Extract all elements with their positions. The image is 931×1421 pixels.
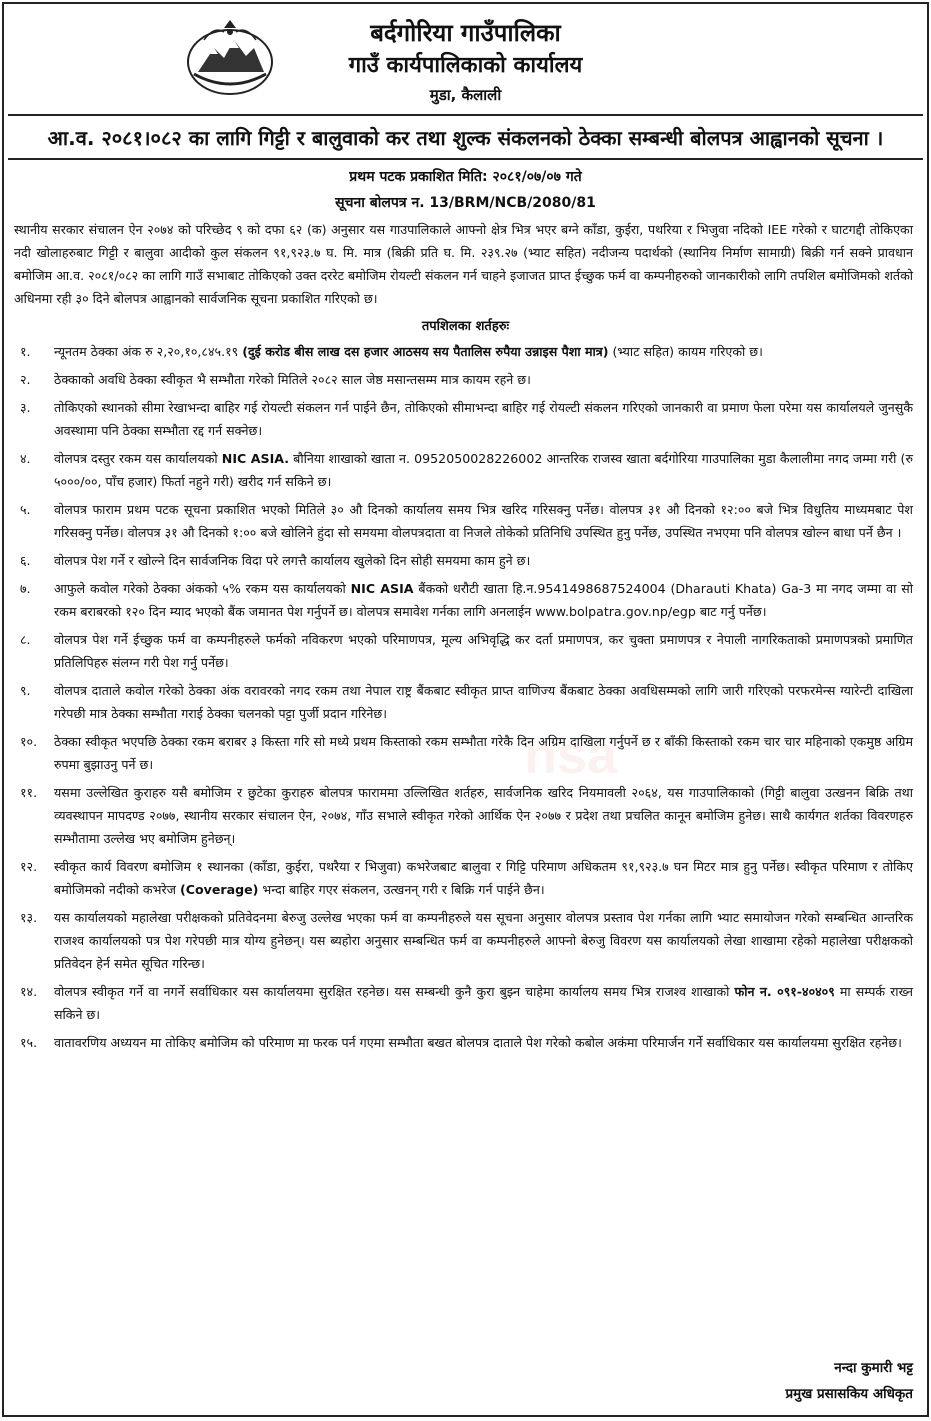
condition-number: १.: [20, 344, 31, 359]
condition-text-bold: फोन न. ०९१-४०४०९: [734, 984, 835, 999]
condition-item: [12, 340, 913, 363]
condition-number: ९.: [20, 683, 31, 698]
condition-text: [54, 368, 913, 391]
condition-number: ३.: [20, 400, 31, 415]
reference-number: सूचना बोलपत्र न. 13/BRM/NCB/2080/81: [335, 195, 596, 211]
conditions-heading: तपशिलका शर्तहरुः: [421, 319, 510, 334]
condition-text: [54, 906, 913, 975]
condition-number: ७.: [20, 581, 31, 596]
condition-text: [54, 577, 913, 623]
condition-text-part: बौनिया शाखाको खाता न. 095205002822600​2 आन्तरिक राजस्व खाता बर्दगोरिया गाउपालिका मुडा कैलालीमा नगद जम्मा गरी (रु ५०००/००, पाँच हजार) फिर्ता नहुने गरी) खरीद गर्न सकिने छ।: [54, 451, 913, 489]
condition-text: [54, 628, 913, 674]
condition-text-part: ठेक्काको अवधि ठेक्का स्वीकृत भै सम्भौता गरेको मितिले २०८२ साल जेष्ठ मसान्तसम्म मात्र कायम रहने छ।: [54, 372, 531, 387]
condition-number: ५.: [20, 502, 31, 517]
condition-item: [12, 855, 913, 901]
condition-number: १३.: [20, 910, 38, 925]
condition-item: [12, 447, 913, 493]
condition-text-part: न्यूनतम ठेक्का अंक रु २,२०,१०,८४५.१९: [54, 344, 243, 359]
signatory-name: नन्दा कुमारी भट्ट: [834, 1360, 913, 1376]
condition-text: [54, 549, 913, 572]
condition-text-part: वोलपत्र स्वीकृत गर्ने वा नगर्ने सर्वाधिकार यस कार्यालयमा सुरक्षित रहनेछ। यस सम्बन्धी कुनै कुरा बुझ्न चाहेमा कार्यालय समय भित्र राजश्व शाखाको: [54, 984, 735, 999]
signature-block: [786, 1355, 914, 1407]
condition-item: [12, 628, 913, 674]
signatory-designation: प्रमुख प्रसासकिय अधिकृत: [785, 1386, 913, 1402]
condition-item: [12, 730, 913, 776]
condition-text-bold: (Coverage): [179, 882, 259, 897]
condition-text-part: भन्दा बाहिर गएर संकलन, उत्खनन् गरी र बिक्रि गर्न पाईने छैन।: [258, 882, 545, 897]
condition-text-part: वोलपत्र फाराम प्रथम पटक सूचना प्रकाशित भएको मितिले ३० औ दिनको कार्यालय समय भित्र खरिद गरिसक्नु पर्नेछ। वोलपत्र ३१ औ दिनको १२:०० बजे भित्र विधुतिय माध्यमबाट पेश गरिसक्नु पर्नेछ। वोलपत्र ३१ औ दिनको १:०० बजे खोलिने हुंदा सो समयमा वोलपत्रदाता वा निजले तोकेको प्रतिनिधि उपस्थित हुनु पर्नेछ, उपस्थित नभएमा पनि वोलपत्र खोल्न बाधा पर्ने छैन ।: [54, 502, 913, 540]
office-name: गाउँ कार्यपालिकाको कार्यालय: [348, 53, 583, 78]
condition-number: १२.: [20, 859, 38, 874]
condition-text-part: तोकिएको स्थानको सीमा रेखाभन्दा बाहिर गई रोयल्टी संकलन गर्न पाईने छैन, तोकिएको सीमाभन्दा बाहिर गई रोयल्टी संकलन गरिएको जानकारी वा प्रमाण फेला परेमा यस कार्यालयले जुनसुकै अवस्थामा पनि ठेक्का सम्भौता रद्द गर्न सक्नेछ।: [54, 400, 913, 438]
condition-text-part: ठेक्का स्वीकृत भएपछि ठेक्का रकम बराबर ३ किस्ता गरि सो मध्ये प्रथम किस्ताको रकम सम्भौता गरेकै दिन अग्रिम दाखिला गर्नुपर्ने छ र बाँकी किस्ताको रकम चार चार महिनाको एकमुष्ठ अग्रिम रुपमा बुझाउनु पर्ने छ।: [54, 734, 913, 772]
condition-text: [54, 855, 913, 901]
watermark: nsa: [524, 725, 618, 785]
condition-text-part: वोलपत्र पेश गर्ने र खोल्ने दिन सार्वजनिक विदा परे लगत्तै कार्यालय खुलेको दिन सोही समयमा काम हुने छ।: [54, 553, 531, 568]
condition-item: [12, 1031, 913, 1054]
condition-number: ४.: [20, 451, 31, 466]
condition-number: १४.: [20, 984, 38, 999]
condition-text-part: वातावरणिय अध्ययन मा तोकिए बमोजिम को परिमाण मा फरक पर्न गएमा सम्भौता बखत बोलपत्र दाताले पेश गरेको कबोल अकंमा परिमार्जन गर्ने सर्वाधिकार यस कार्यालयमा सुरक्षित रहनेछ।: [54, 1035, 902, 1050]
condition-item: [12, 980, 913, 1026]
condition-number: १५.: [20, 1035, 38, 1050]
condition-text: [54, 980, 913, 1026]
header: [4, 4, 927, 114]
condition-text-part: मा सम्पर्क राख्न सकिने छ।: [54, 984, 914, 1022]
condition-text-part: बैंकको धरौटी खाता हि.न.9541498687524004 (Dharauti Khata) Ga-3 मा नगद जम्मा वा सो रकम बराबरको १२० दिन म्याद भएको बैंक जमानत पेश गर्नुपर्ने छ। वोलपत्र समावेश गर्नका लागि अनलाईन www.bolpatra.gov.np/egp बाट गर्नु पर्नेछ।: [54, 581, 913, 619]
condition-text: [54, 498, 913, 544]
condition-item: [12, 577, 913, 623]
condition-item: [12, 906, 913, 975]
condition-number: २.: [20, 372, 31, 387]
condition-text-part: वोलपत्र दस्तुर रकम यस कार्यालयको: [54, 451, 222, 466]
condition-text: [54, 730, 913, 776]
conditions-list: [12, 340, 913, 1054]
condition-text: [54, 679, 913, 725]
condition-text-part: यस कार्यालयको महालेखा परीक्षकको प्रतिवेदनमा बेरुजु उल्लेख भएका फर्म वा कम्पनीहरुले यस सूचना अनुसार वोलपत्र प्रस्ताव पेश गर्नका लागि भ्याट समायोजन गरेको सम्बन्धित आन्तरिक राजश्व कार्यालयको पत्र पेश गरेपछी मात्र योग्य हुनेछन्। यस ब्यहोरा अनुसार सम्बन्धित फर्म वा कम्पनीहरुले आफ्नो बेरुजु विवरण यस कार्यालयको लेखा शाखामा रहेको महालेखा परीक्षकको प्रतिवेदन हेर्न समेत सूचित गरिन्छ।: [54, 910, 913, 971]
condition-item: [12, 679, 913, 725]
office-address: मुडा, कैलाली: [429, 86, 502, 104]
municipality-name: बर्दगोरिया गाउँपालिका: [370, 19, 561, 47]
condition-text-part: आफुले कवोल गरेको ठेक्का अंकको ५% रकम यस कार्यालयको: [54, 581, 351, 596]
condition-number: ८.: [20, 632, 31, 647]
notice-title: आ.व. २०८१।०८२ का लागि गिट्टी र बालुवाको कर तथा शुल्क संकलनको ठेक्का सम्बन्धी बोलपत्र आह्वानको सूचना ।: [8, 114, 923, 160]
condition-item: [12, 396, 913, 442]
condition-text-bold: NIC ASIA: [350, 581, 414, 596]
condition-text-bold: (दुई करोड बीस लाख दस हजार आठसय सय पैतालिस रुपैया उन्नाइस पैशा मात्र): [242, 344, 609, 359]
condition-text-part: स्वीकृत कार्य विवरण बमोजिम १ स्थानका (काँडा, कुईरा, पथरैया र भिजुवा) कभरेजबाट बालुवा र गिट्टि परिमाण अधिकतम ९१,९२३.७ घन मिटर मात्र हुनु पर्नेछ। स्वीकृत परिमाण र तोकिए बमोजिमको नदीको कभरेज: [54, 859, 913, 897]
condition-item: [12, 498, 913, 544]
condition-item: [12, 368, 913, 391]
condition-text-bold: NIC ASIA.: [221, 451, 290, 466]
condition-number: ६.: [20, 553, 31, 568]
condition-number: ११.: [20, 785, 38, 800]
condition-text-part: वोलपत्र पेश गर्ने ईच्छुक फर्म वा कम्पनीहरुले फर्मको नविकरण भएको परिमाणपत्र, मूल्य अभिवृद्धि कर दर्ता प्रमाणपत्र, कर चुक्ता प्रमाणपत्र र नेपाली नागरिकताको प्रमाणपत्रको प्रमाणित प्रतिलिपिहरु संलग्न गरी पेश गर्नु पर्नेछ।: [54, 632, 913, 670]
condition-text: [54, 781, 913, 850]
condition-text-part: वोलपत्र दाताले कवोल गरेको ठेक्का अंक वरावरको नगद रकम तथा नेपाल राष्ट्र बैंकबाट स्वीकृत प्राप्त वाणिज्य बैंकबाट ठेक्का अवधिसम्मको लागि जारी गरिएको परफरमेन्स ग्यारेन्टी दाखिला गरेपछी मात्र ठेक्का सम्भौता गराई ठेक्का चलनको पट्टा पुर्जी प्रदान गरिनेछ।: [54, 683, 913, 721]
condition-text: [54, 340, 913, 363]
condition-text-part: यसमा उल्लेखित कुराहरु यसै बमोजिम र छुटेका कुराहरु बोलपत्र फाराममा उल्लिखित शर्तहरु, सार्वजनिक खरिद नियमावली २०६४, यस गाउपालिकाको (गिट्टी बालुवा उत्खनन बिक्रि तथा व्यवस्थापन मापदण्ड २०७७, स्थानीय सरकार संचालन ऐन, २०७४, गाँउ सभाले स्वीकृत गरेको आर्थिक ऐन २०७७ र प्रदेश तथा प्रचलित कानून बमोजिम हुनेछ। साथै कार्यगत शर्तका विवरणहरु सम्भौतामा उल्लेख भए बमोजिम हुनेछन्।: [54, 785, 913, 846]
intro-paragraph: स्थानीय सरकार संचालन ऐन २०७४ को परिच्छेद ९ को दफा ६२ (क) अनुसार यस गाउपालिकाले आफ्नो क्षेत्र भित्र भएर बग्ने काँडा, कुईरा, पथरिया र भिजुवा नदिको IEE गरेको र घाटगद्दी तोकिएका नदी खोलाहरुबाट गिट्टी र बालुवा आदीको कुल संकलन ९१,९२३.७ घ. मि. मात्र (बिक्री प्रति घ. मि. २३९.२७ (भ्याट सहित) नदीजन्य पदार्थको (स्थानिय निर्माण सामाग्री) बिक्री गर्न सक्ने प्रावधान बमोजिम आ.व. २०८१/०८२ का लागि गाउँ सभाबाट तोकिएको उक्त दररेट बमोजिम रोयल्टी संकलन गर्न चाहने इजाजत प्राप्त ईच्छुक फर्म वा कम्पनीहरुको जानकारीको लागि तपशिल बमोजिमको शर्तको अधिनमा रही ३० दिने बोलपत्र आह्वानको सार्वजनिक सूचना प्रकाशित गरिएको छ।: [14, 222, 913, 306]
condition-text: [54, 396, 913, 442]
condition-item: [12, 549, 913, 572]
publication-date: प्रथम पटक प्रकाशित मिति: २०८१/०७/०७ गते: [349, 169, 582, 185]
condition-text: [54, 447, 913, 493]
condition-text-part: (भ्याट सहित) कायम गरिएको छ।: [608, 344, 763, 359]
condition-item: [12, 781, 913, 850]
condition-number: १०.: [20, 734, 38, 749]
condition-text: [54, 1031, 913, 1054]
notice-page: [2, 2, 929, 1417]
